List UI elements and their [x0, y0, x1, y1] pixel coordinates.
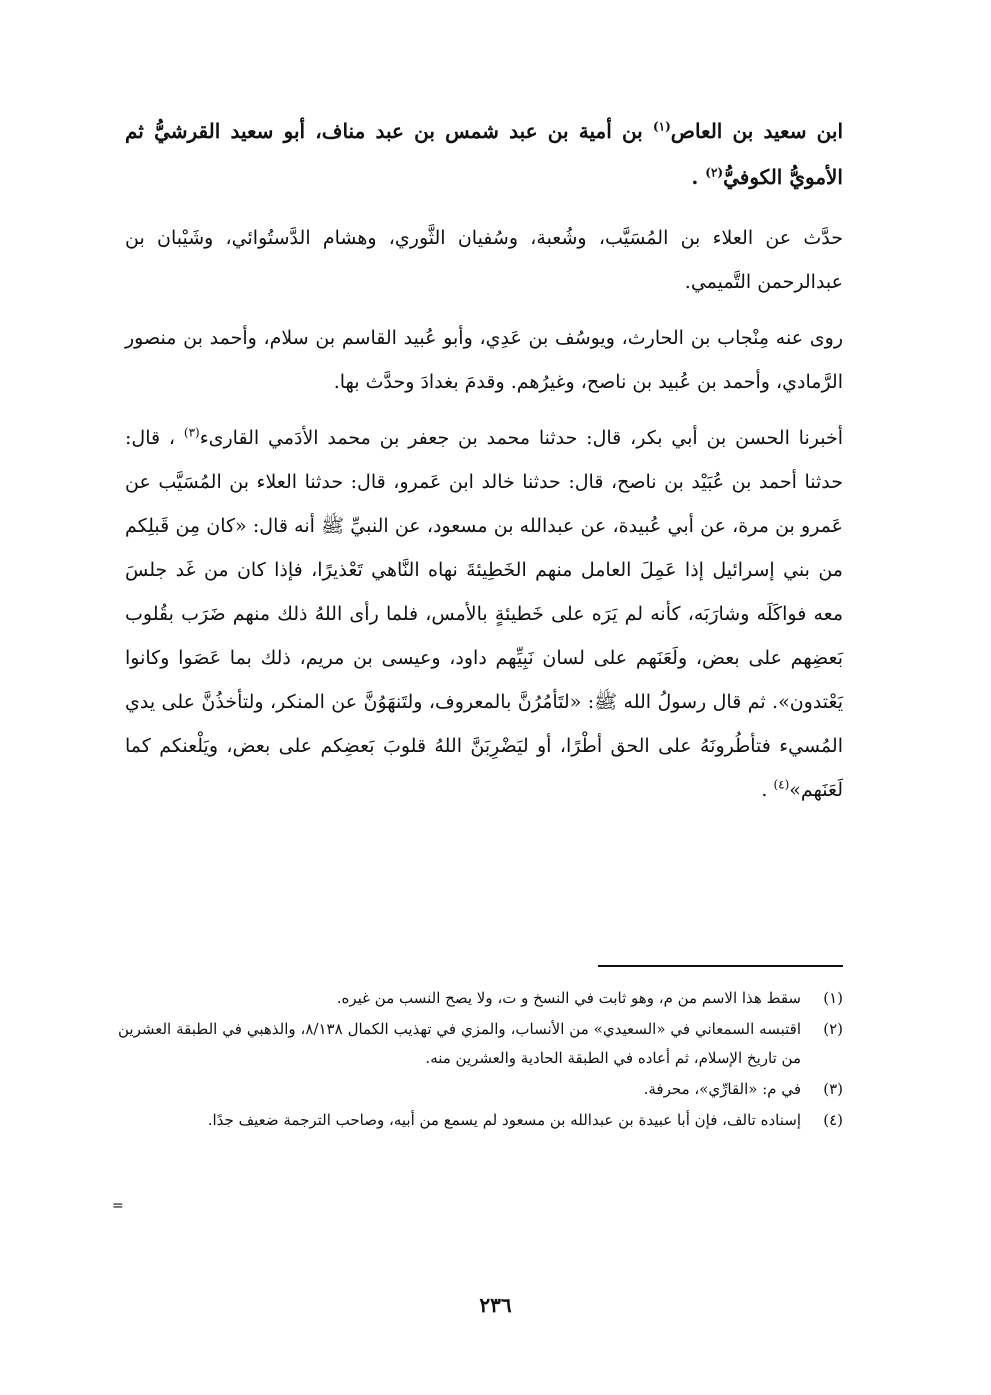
footnote-number: (٣)	[823, 1080, 843, 1098]
hadith-paragraph	[125, 416, 843, 812]
footnote-3	[118, 1075, 843, 1104]
footnote-number: (١)	[823, 989, 843, 1007]
hadith-text-part1: أخبرنا الحسن بن أبي بكر، قال: حدثنا محمد بن جعفر بن محمد الأدَمي القارىء	[199, 427, 843, 449]
footnote-number: (٤)	[823, 1111, 843, 1129]
footnote-ref-2[interactable]: (٢)	[705, 165, 724, 180]
main-text	[125, 108, 843, 812]
page-number: ٢٣٦	[479, 1293, 512, 1317]
hadith-text-part2: ، قال: حدثنا أحمد بن عُبَيْد بن ناصح، قال: حدثنا خالد ابن عَمرو، قال: حدثنا العلاء بن المُسَيَّب عن عَمرو بن مرة، عن أبي عُبيدة، عن عبدالله بن مسعود، عن النبيِّ ﷺ أنه قال: «كان مِن قَبلِكم من بني إسرائيل إذا عَمِلَ العامل منهم الخَطِيئةَ نهاه النَّاهي تَعْذيرًا، فإذا كان من غَد جلسَ معه فواكَلَه وشارَبَه، كأنه لم يَرَه على خَطيئةٍ بالأمس، فلما رأى اللهُ ذلك منهم ضَرَب بقُلوب بَعضِهم على بعض، ولَعَنَهم على لسان نَبِيِّهم داود، وعيسى بن مريم، ذلك بما عَصَوا وكانوا يَعْتدون». ثم قال رسولُ الله ﷺ: «لتَأمُرُنَّ بالمعروف، ولتَنهَوُنَّ عن المنكر، ولتأخذُنَّ على يدي المُسيء فتأطُرونَهُ على الحق أطْرًا، أو ليَضْرِبَنَّ اللهُ قلوبَ بَعضِكم على بعض، ويَلْعنكم كما لَعَنَهم»	[125, 427, 843, 801]
entry-heading	[125, 108, 843, 200]
footnote-text: سقط هذا الاسم من م، وهو ثابت في النسخ و ت، ولا يصح النسب من غيره.	[336, 989, 801, 1007]
footnote-text: إسناده تالف، فإن أبا عبيدة بن عبدالله بن مسعود لم يسمع من أبيه، وصاحب الترجمة ضعيف جدًا.	[207, 1111, 801, 1129]
students-paragraph: روى عنه مِنْجاب بن الحارث، ويوسُف بن عَدِي، وأبو عُبيد القاسم بن سلام، وأحمد بن منصور الرَّمادي، وأحمد بن عُبيد بن ناصح، وغيرُهم. وقدمَ بغدادَ وحدَّث بها.	[125, 327, 843, 393]
entry-name-part2: بن أمية بن عبد شمس بن عبد مناف، أبو سعيد القرشيُّ ثم الأمويُّ الكوفيُّ	[125, 119, 843, 189]
footnote-2	[118, 1015, 843, 1073]
footnote-1	[118, 984, 843, 1013]
footnote-ref-1[interactable]: (١)	[652, 119, 671, 134]
footnote-ref-4[interactable]: (٤)	[773, 777, 790, 792]
footnote-text: اقتبسه السمعاني في «السعيدي» من الأنساب، والمزي في تهذيب الكمال ٨/١٣٨، والذهبي في الطبقة العشرين من تاريخ الإسلام، ثم أعاده في الطبقة الحادية والعشرين منه.	[118, 1020, 801, 1067]
footnote-ref-3[interactable]: (٣)	[183, 425, 200, 440]
footnote-text: في م: «القارِّي»، محرفة.	[643, 1080, 801, 1098]
continuation-mark: =	[112, 1198, 124, 1214]
entry-heading-end: .	[691, 165, 706, 189]
hadith-text-end: .	[761, 779, 774, 801]
footnotes-section	[118, 984, 843, 1137]
footnote-4	[118, 1106, 843, 1135]
entry-name-part1: ابن سعيد بن العاص	[670, 119, 843, 143]
footnote-separator	[598, 965, 843, 967]
footnote-number: (٢)	[823, 1020, 843, 1038]
teachers-paragraph: حدَّث عن العلاء بن المُسَيَّب، وشُعبة، وسُفيان الثَّوري، وهشام الدَّستُوائي، وشَيْبان بن عبدالرحمن التَّميمي.	[125, 227, 843, 293]
